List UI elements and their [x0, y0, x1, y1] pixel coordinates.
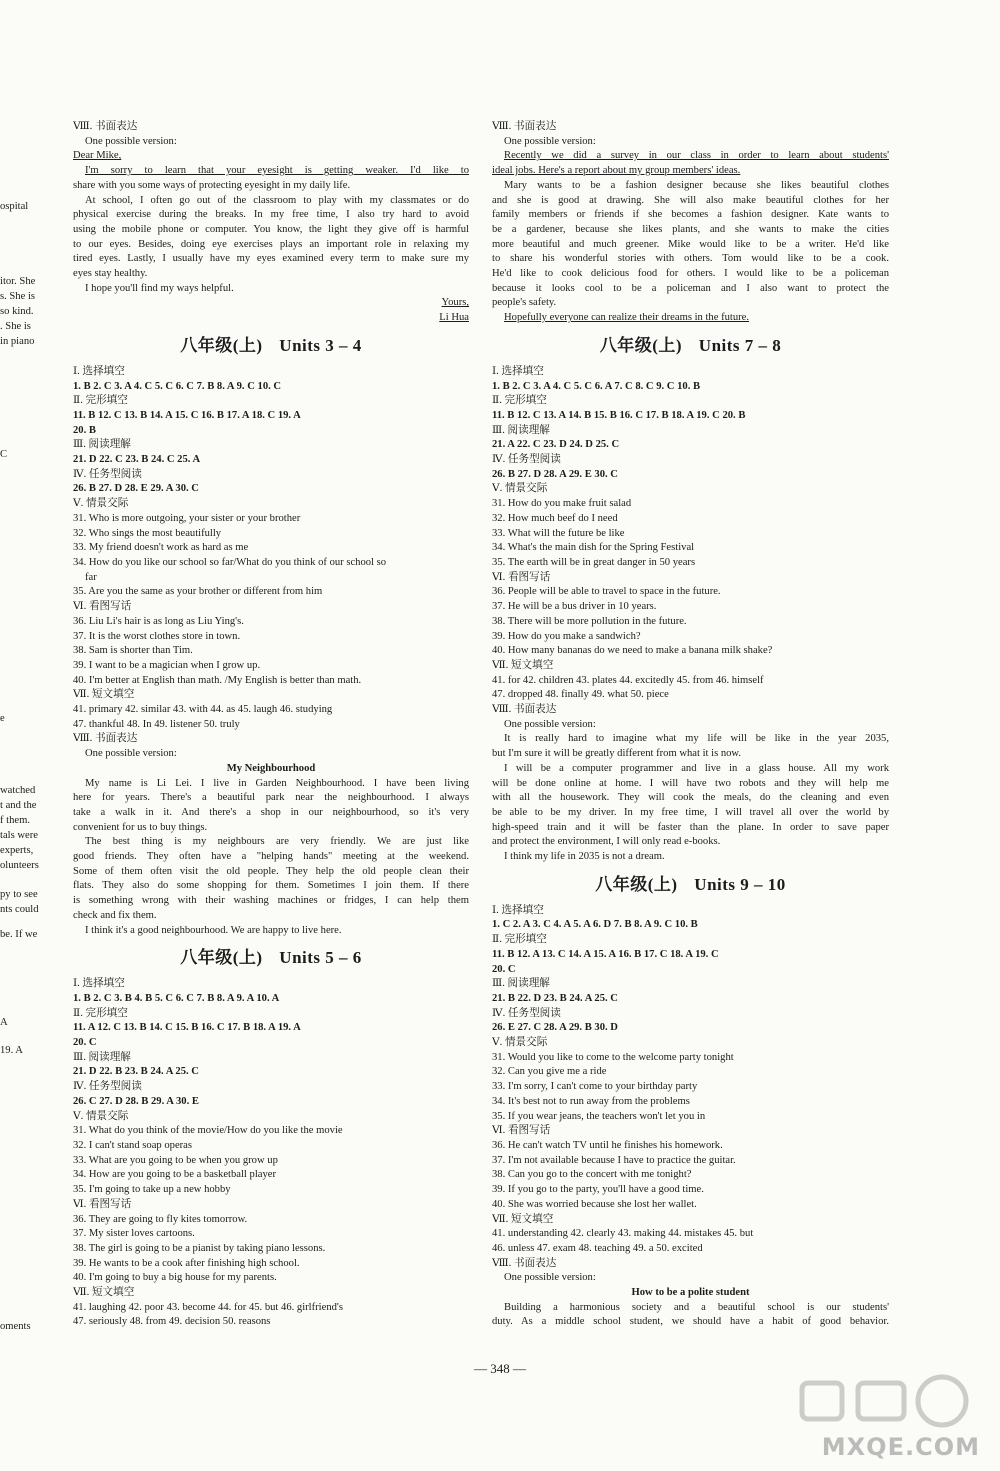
edge-fragment: nts could — [0, 904, 39, 915]
text-line: take a walk in it. And there's a shop in our neighbourhood, so it's very — [73, 806, 469, 818]
text-line: 41. primary 42. similar 43. with 44. as 45. laugh 46. studying — [73, 704, 333, 716]
text-line: 20. B — [73, 424, 96, 436]
text-line: Dear Mike, — [73, 150, 122, 162]
text-line: Ⅶ. 短文填空 — [73, 1287, 135, 1299]
answers-units-7-8 — [492, 365, 889, 865]
text-line: 34. It's best not to run away from the problems — [492, 1095, 690, 1107]
section-heading-units-3-4 — [73, 335, 469, 357]
text-line: 26. C 27. D 28. B 29. A 30. E — [73, 1095, 199, 1107]
text-line: Ⅲ. 阅读理解 — [73, 439, 131, 451]
heading-units: Units 3 – 4 — [279, 335, 362, 355]
text-line: The best thing is my neighbours are very friendly. We are just like — [85, 836, 469, 848]
text-line: At school, I often go out of the classroom to play with my classmates or do — [85, 194, 469, 206]
text-line: 41. laughing 42. poor 43. become 44. for 45. but 46. girlfriend's — [73, 1301, 343, 1313]
edge-fragment: t and the — [0, 800, 37, 811]
text-line: He'd like to cook delicious food for others. I would like to be a policeman — [492, 268, 889, 280]
text-line: 1. B 2. C 3. A 4. C 5. C 6. C 7. B 8. A 9. C 10. C — [73, 380, 282, 392]
section-heading-units-5-6 — [73, 947, 469, 969]
edge-fragment: experts, — [0, 845, 34, 856]
text-line: ideal jobs. Here's a report about my group members' ideas. — [492, 165, 741, 177]
text-line: here for years. There's a beautiful park near the neighbourhood. I always — [73, 792, 469, 804]
text-line: share with you some ways of protecting eyesight in my daily life. — [73, 179, 351, 191]
answers-units-5-6 — [73, 977, 469, 1330]
text-line: 21. D 22. C 23. B 24. C 25. A — [73, 454, 201, 466]
heading-grade: 八年级(上) — [180, 948, 263, 968]
text-line: 39. If you go to the party, you'll have a good time. — [492, 1184, 704, 1196]
text-line: and she is good at drawing. She will also make beautiful clothes for her — [492, 194, 889, 206]
text-line: 36. Liu Li's hair is as long as Liu Ying's. — [73, 615, 244, 627]
text-line: 35. If you wear jeans, the teachers won't let you in — [492, 1110, 706, 1122]
text-line: people's safety. — [492, 297, 557, 309]
text-line: tired eyes. Lastly, I usually have my eyes examined every term to make sure my — [73, 253, 469, 265]
answers-units-3-4 — [73, 365, 469, 938]
text-line: Ⅷ. 书面表达 — [492, 1257, 557, 1269]
text-line: 33. My friend doesn't work as hard as me — [73, 542, 249, 554]
edge-fragment: A — [0, 1017, 8, 1028]
text-line: check and fix them. — [73, 909, 157, 921]
text-line: Ⅰ. 选择填空 — [73, 978, 125, 990]
text-line: 26. B 27. D 28. E 29. A 30. C — [73, 483, 199, 495]
edge-fragment: C — [0, 449, 8, 460]
text-line: 32. I can't stand soap operas — [73, 1140, 192, 1151]
edge-fragment: in piano — [0, 336, 35, 347]
text-line: 37. I'm not available because I have to practice the guitar. — [492, 1154, 736, 1166]
text-line: 47. thankful 48. In 49. listener 50. truly — [73, 718, 240, 730]
text-line: I will be a computer programmer and live in a glass house. All my work — [504, 762, 889, 774]
text-line: convenient for us to buy things. — [73, 821, 208, 833]
text-line: 20. C — [73, 1037, 97, 1049]
text-line: Yours, — [441, 297, 469, 309]
text-line: to share his wonderful stories with others. Tom would like to be a cook. — [492, 253, 889, 265]
text-line: 21. D 22. B 23. B 24. A 25. C — [73, 1066, 199, 1078]
text-line: Ⅳ. 任务型阅读 — [73, 468, 142, 480]
text-line: Ⅲ. 阅读理解 — [492, 424, 550, 436]
text-line: 38. There will be more pollution in the future. — [492, 615, 687, 627]
text-line: 37. It is the worst clothes store in town. — [73, 630, 241, 642]
text-line: 21. B 22. D 23. B 24. A 25. C — [492, 992, 618, 1004]
essay-dear-mike — [73, 120, 469, 326]
text-line: 11. B 12. A 13. C 14. A 15. A 16. B 17. C 18. A 19. C — [492, 948, 719, 960]
answers-units-9-10 — [492, 904, 889, 1330]
text-line: Ⅶ. 短文填空 — [73, 689, 135, 701]
text-line: Mary wants to be a fashion designer because she likes beautiful clothes — [504, 179, 889, 191]
text-line: How to be a polite student — [631, 1287, 750, 1299]
text-line: One possible version: — [504, 718, 596, 730]
text-line: be a gardener, because she likes plants, and she wants to make the cities — [492, 223, 889, 235]
text-line: Ⅴ. 情景交际 — [492, 483, 548, 495]
text-line: 40. I'm going to buy a big house for my parents. — [73, 1272, 277, 1284]
text-line: be able to be my driver. In my free time, I will travel all over the world by — [492, 806, 889, 818]
text-line: Ⅱ. 完形填空 — [73, 395, 128, 407]
section-heading-units-7-8 — [492, 335, 889, 357]
text-line: 39. He wants to be a cook after finishing high school. — [73, 1257, 300, 1269]
text-line: 20. C — [492, 963, 516, 975]
edge-fragment: s. She is — [0, 291, 36, 302]
edge-fragment: itor. She — [0, 276, 36, 287]
text-line: good friends. They often have a "helping hands" meeting at the weekend. — [73, 851, 469, 863]
edge-fragment: so kind. — [0, 306, 34, 317]
text-line: 26. B 27. D 28. A 29. E 30. C — [492, 468, 618, 480]
text-line: 36. He can't watch TV until he finishes his homework. — [492, 1140, 723, 1151]
text-line: 37. He will be a bus driver in 10 years. — [492, 601, 657, 613]
text-line: eyes stay healthy. — [73, 268, 148, 280]
text-line: 47. seriously 48. from 49. decision 50. reasons — [73, 1316, 271, 1328]
text-line: using the mobile phone or computer. You know, the light they give off is harmful — [73, 223, 469, 235]
text-line: 31. Would you like to come to the welcome party tonight — [492, 1051, 734, 1063]
text-line: Ⅳ. 任务型阅读 — [73, 1081, 142, 1093]
text-line: I'm sorry to learn that your eyesight is getting weaker. I'd like to — [85, 165, 469, 177]
text-line: 37. My sister loves cartoons. — [73, 1228, 195, 1240]
text-line: Ⅲ. 阅读理解 — [492, 978, 550, 990]
text-line: 32. How much beef do I need — [492, 512, 618, 524]
text-line: It is really hard to imagine what my life will be like in the year 2035, — [504, 733, 889, 745]
text-line: 36. People will be able to travel to space in the future. — [492, 586, 721, 598]
text-line: Ⅷ. 书面表达 — [492, 121, 557, 132]
text-line: 11. B 12. C 13. A 14. B 15. B 16. C 17. B 18. A 19. C 20. B — [492, 409, 746, 421]
text-line: because it looks cool to be a policeman and I also want to protect the — [492, 282, 889, 294]
text-line: Hopefully everyone can realize their dreams in the future. — [504, 312, 750, 324]
edge-fragment: . She is — [0, 321, 31, 332]
text-line: is something wrong with their washing machines or fridges, I can help them — [73, 895, 469, 907]
text-line: 40. How many bananas do we need to make a banana milk shake? — [492, 645, 773, 657]
watermark-text: MXQE.COM — [821, 1433, 980, 1461]
edge-fragment: 19. A — [0, 1045, 23, 1056]
text-line: 1. C 2. A 3. C 4. A 5. A 6. D 7. B 8. A 9. C 10. B — [492, 919, 698, 931]
text-line: Ⅳ. 任务型阅读 — [492, 454, 561, 466]
text-line: 36. They are going to fly kites tomorrow. — [73, 1213, 248, 1225]
text-line: 31. How do you make fruit salad — [492, 498, 632, 510]
text-line: 38. Can you go to the concert with me tonight? — [492, 1169, 692, 1181]
text-line: Ⅷ. 书面表达 — [492, 704, 557, 716]
edge-fragment: watched — [0, 785, 36, 796]
text-line: Ⅱ. 完形填空 — [492, 395, 547, 407]
text-line: will be done online at home. I will have two robots and they will help me — [492, 777, 889, 789]
text-line: Ⅱ. 完形填空 — [492, 934, 547, 946]
heading-units: Units 9 – 10 — [694, 874, 786, 894]
text-line: but I'm sure it will be greatly different from what it is now. — [492, 748, 742, 760]
text-line: 35. The earth will be in great danger in 50 years — [492, 556, 696, 568]
text-line: 34. How are you going to be a basketball player — [73, 1169, 276, 1181]
text-line: My name is Li Lei. I live in Garden Neighbourhood. I have been living — [85, 777, 469, 789]
text-line: 40. She was worried because she lost her wallet. — [492, 1198, 697, 1210]
text-line: Recently we did a survey in our class in order to learn about students' — [504, 150, 889, 162]
edge-fragment: f them. — [0, 815, 31, 826]
text-line: One possible version: — [85, 748, 177, 760]
text-line: Li Hua — [439, 312, 469, 324]
edge-fragment: py to see — [0, 889, 38, 900]
text-line: flats. They also do some shopping for them. Sometimes I join them. If there — [73, 880, 469, 892]
text-line: Ⅲ. 阅读理解 — [73, 1051, 131, 1063]
text-line: One possible version: — [85, 135, 177, 147]
text-line: 11. B 12. C 13. B 14. A 15. C 16. B 17. A 18. C 19. A — [73, 409, 301, 421]
text-line: far — [85, 571, 97, 583]
heading-units: Units 7 – 8 — [698, 335, 782, 355]
text-line: Ⅶ. 短文填空 — [492, 1213, 554, 1225]
text-line: 32. Who sings the most beautifully — [73, 527, 222, 539]
text-line: One possible version: — [504, 135, 596, 147]
text-line: 1. B 2. C 3. A 4. C 5. C 6. A 7. C 8. C 9. C 10. B — [492, 380, 701, 392]
essay-ideal-jobs — [492, 120, 889, 326]
text-line: Building a harmonious society and a beautiful school is our students' — [504, 1301, 889, 1313]
edge-fragment: olunteers — [0, 860, 39, 871]
text-line: Ⅳ. 任务型阅读 — [492, 1007, 561, 1019]
text-line: 38. Sam is shorter than Tim. — [73, 645, 193, 657]
edge-fragment: tals were — [0, 830, 38, 841]
text-line: 39. How do you make a sandwich? — [492, 630, 641, 642]
text-line: 47. dropped 48. finally 49. what 50. piece — [492, 689, 669, 701]
text-line: Ⅱ. 完形填空 — [73, 1007, 128, 1019]
text-line: 21. A 22. C 23. D 24. D 25. C — [492, 439, 620, 451]
text-line: I think my life in 2035 is not a dream. — [504, 851, 665, 863]
text-line: family members or friends if she becomes a fashion designer. Kate wants to — [492, 209, 889, 221]
text-line: 40. I'm better at English than math. /My English is better than math. — [73, 674, 362, 686]
text-line: Ⅵ. 看图写话 — [73, 601, 132, 613]
text-line: Ⅷ. 书面表达 — [73, 733, 138, 745]
text-line: 1. B 2. C 3. B 4. B 5. C 6. C 7. B 8. A 9. A 10. A — [73, 992, 280, 1004]
text-line: duty. As a middle school student, we should have a habit of good behavior. — [492, 1316, 889, 1328]
text-line: physical exercise during the breaks. In my free time, I also try hard to avoid — [73, 209, 469, 221]
heading-grade: 八年级(上) — [180, 335, 263, 355]
text-line: 11. A 12. C 13. B 14. C 15. B 16. C 17. B 18. A 19. A — [73, 1022, 301, 1034]
text-line: 33. What are you going to be when you grow up — [73, 1154, 278, 1166]
text-line: and protect the environment, I will only read e-books. — [492, 836, 721, 848]
text-line: Ⅴ. 情景交际 — [492, 1037, 548, 1049]
section-heading-units-9-10 — [492, 874, 889, 896]
text-line: Some of them often visit the old people. They help the old people clean their — [73, 865, 469, 877]
edge-fragment: oments — [0, 1321, 31, 1332]
text-line: Ⅰ. 选择填空 — [492, 365, 544, 377]
text-line: 33. What will the future be like — [492, 527, 625, 539]
heading-grade: 八年级(上) — [595, 874, 678, 894]
text-line: I hope you'll find my ways helpful. — [85, 282, 234, 294]
text-line: Ⅵ. 看图写话 — [492, 1125, 551, 1137]
text-line: 38. The girl is going to be a pianist by taking piano lessons. — [73, 1242, 326, 1254]
page-number: — 348 — — [474, 1361, 526, 1376]
text-line: with all the housework. They will cook the meals, do the cleaning and even — [492, 792, 889, 804]
text-line: One possible version: — [504, 1272, 596, 1284]
text-line: 31. What do you think of the movie/How do you like the movie — [73, 1125, 343, 1137]
text-line: 32. Can you give me a ride — [492, 1066, 607, 1078]
text-line: to our eyes. Besides, doing eye exercises plays an important role in relaxing my — [73, 238, 469, 250]
text-line: 41. understanding 42. clearly 43. making 44. mistakes 45. but — [492, 1228, 754, 1240]
text-line: Ⅴ. 情景交际 — [73, 498, 129, 510]
text-line: 33. I'm sorry, I can't come to your birthday party — [492, 1081, 698, 1093]
text-line: more beautiful and much greener. Mike would like to be a writer. He'd like — [492, 238, 889, 250]
heading-grade: 八年级(上) — [599, 335, 683, 355]
heading-units: Units 5 – 6 — [279, 948, 362, 968]
text-line: 39. I want to be a magician when I grow up. — [73, 659, 261, 671]
text-line: 31. Who is more outgoing, your sister or your brother — [73, 512, 301, 524]
text-line: My Neighbourhood — [226, 762, 316, 774]
text-line: 34. How do you like our school so far/What do you think of our school so — [73, 556, 387, 568]
text-line: 35. I'm going to take up a new hobby — [73, 1184, 231, 1196]
text-line: Ⅵ. 看图写话 — [73, 1198, 132, 1210]
text-line: Ⅰ. 选择填空 — [73, 365, 125, 377]
text-line: Ⅷ. 书面表达 — [73, 121, 138, 132]
left-column — [73, 120, 469, 1330]
edge-fragment: be. If we — [0, 929, 38, 940]
text-line: 26. E 27. C 28. A 29. B 30. D — [492, 1022, 618, 1034]
text-line: I think it's a good neighbourhood. We are happy to live here. — [85, 924, 342, 936]
right-column — [492, 120, 889, 1330]
edge-fragment: e — [0, 713, 5, 724]
text-line: 41. for 42. children 43. plates 44. excitedly 45. from 46. himself — [492, 674, 764, 686]
text-line: 35. Are you the same as your brother or different from him — [73, 586, 323, 598]
text-line: Ⅰ. 选择填空 — [492, 904, 544, 916]
text-line: Ⅵ. 看图写话 — [492, 571, 551, 583]
text-line: 46. unless 47. exam 48. teaching 49. a 50. excited — [492, 1242, 703, 1254]
text-line: Ⅴ. 情景交际 — [73, 1110, 129, 1122]
text-line: Ⅶ. 短文填空 — [492, 659, 554, 671]
edge-fragment: ospital — [0, 201, 29, 212]
text-line: 34. What's the main dish for the Spring Festival — [492, 542, 695, 554]
text-line: high-speed train and it will be faster than the plane. In order to save paper — [492, 821, 889, 833]
